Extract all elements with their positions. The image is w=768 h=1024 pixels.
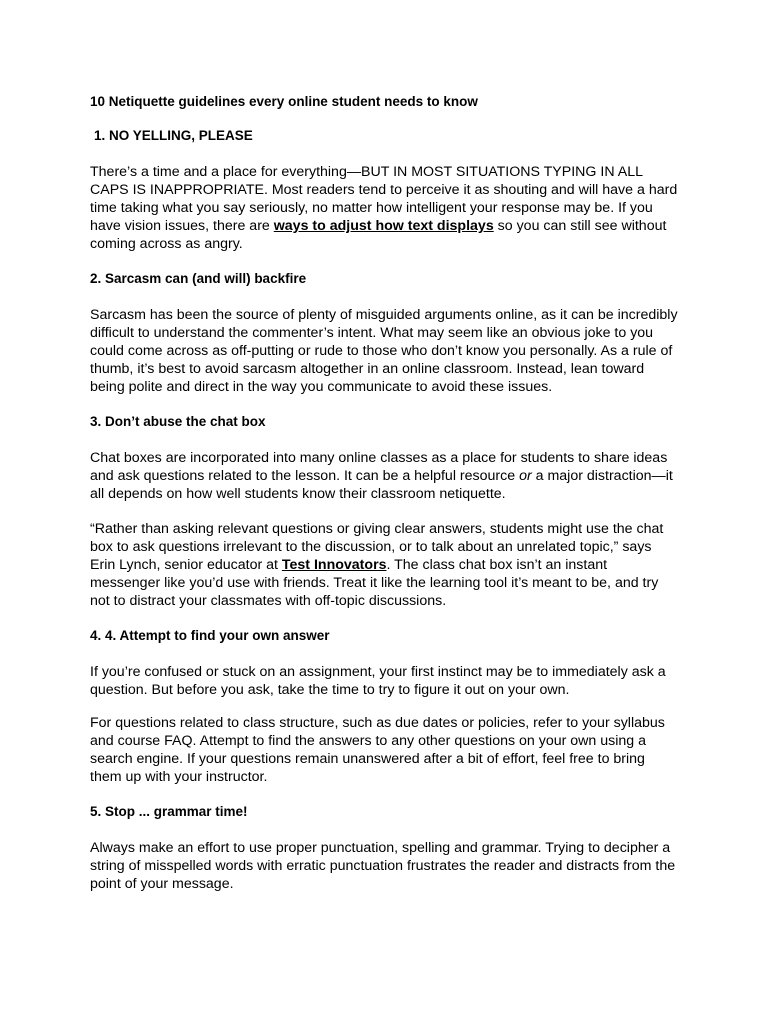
paragraph: For questions related to class structure, such as due dates or policies, refer to your syllabus and course FAQ. Attempt to find the answers to any other questions on your own using a search engine. If your questions remain unanswered after a bit of effort, feel free to bring them up with your instructor.	[90, 715, 665, 785]
paragraph-text: so you can still see without coming across as angry.	[90, 218, 667, 252]
paragraph: Always make an effort to use proper punctuation, spelling and grammar. Trying to decipher a string of misspelled words with erratic punctuation frustrates the reader and distracts from the point of your message.	[90, 840, 676, 892]
test-innovators-link[interactable]: Test Innovators	[281, 557, 387, 573]
paragraph: If you’re confused or stuck on an assignment, your first instinct may be to immediately ask a question. But before you ask, take the time to try to figure it out on your own.	[90, 664, 666, 698]
emphasis-text: or	[519, 468, 532, 484]
paragraph-text: “Rather than asking relevant questions or giving clear answers, students might use the chat box to ask questions irrelevant to the discussion, or to talk about an unrelated topic,” says Erin Lynch, senior educator at	[90, 521, 664, 573]
adjust-text-display-link[interactable]: ways to adjust how text displays	[273, 218, 494, 234]
section-no-yelling	[90, 127, 680, 253]
paragraph	[90, 520, 680, 610]
section-chat-box	[90, 413, 680, 610]
section-heading: 5. Stop ... grammar time!	[90, 804, 248, 819]
paragraph	[90, 449, 680, 503]
paragraph-text: Chat boxes are incorporated into many online classes as a place for students to share ideas and ask questions related to the lesson. It can be a helpful resource	[90, 450, 668, 484]
section-grammar	[90, 803, 680, 893]
section-sarcasm	[90, 270, 680, 396]
document-title: 10 Netiquette guidelines every online student needs to know	[90, 94, 478, 109]
document-page	[90, 93, 680, 910]
paragraph-text: . The class chat box isn’t an instant messenger like you’d use with friends. Treat it like the learning tool it’s meant to be, and try not to distract your classmates with off-topic discussions.	[90, 557, 659, 609]
paragraph: Sarcasm has been the source of plenty of misguided arguments online, as it can be incredibly difficult to understand the commenter’s intent. What may seem like an obvious joke to you could come across as off-putting or rude to those who don’t know you personally. As a rule of thumb, it’s best to avoid sarcasm altogether in an online classroom. Instead, lean toward being polite and direct in the way you communicate to avoid these issues.	[90, 307, 678, 395]
paragraph	[90, 163, 680, 253]
paragraph-text: a major distraction—it all depends on how well students know their classroom netiquette.	[90, 468, 673, 502]
section-heading: 2. Sarcasm can (and will) backfire	[90, 271, 307, 286]
paragraph-text: There’s a time and a place for everything—BUT IN MOST SITUATIONS TYPING IN ALL CAPS IS INAPPROPRIATE. Most readers tend to perceive it as shouting and will have a hard time taking what you say seriously, no matter how intelligent your response may be. If you have vision issues, there are	[90, 164, 678, 234]
section-heading: 1. NO YELLING, PLEASE	[94, 128, 253, 143]
section-find-answer	[90, 627, 680, 786]
section-heading: 4. 4. Attempt to find your own answer	[90, 628, 330, 643]
section-heading: 3. Don’t abuse the chat box	[90, 414, 266, 429]
